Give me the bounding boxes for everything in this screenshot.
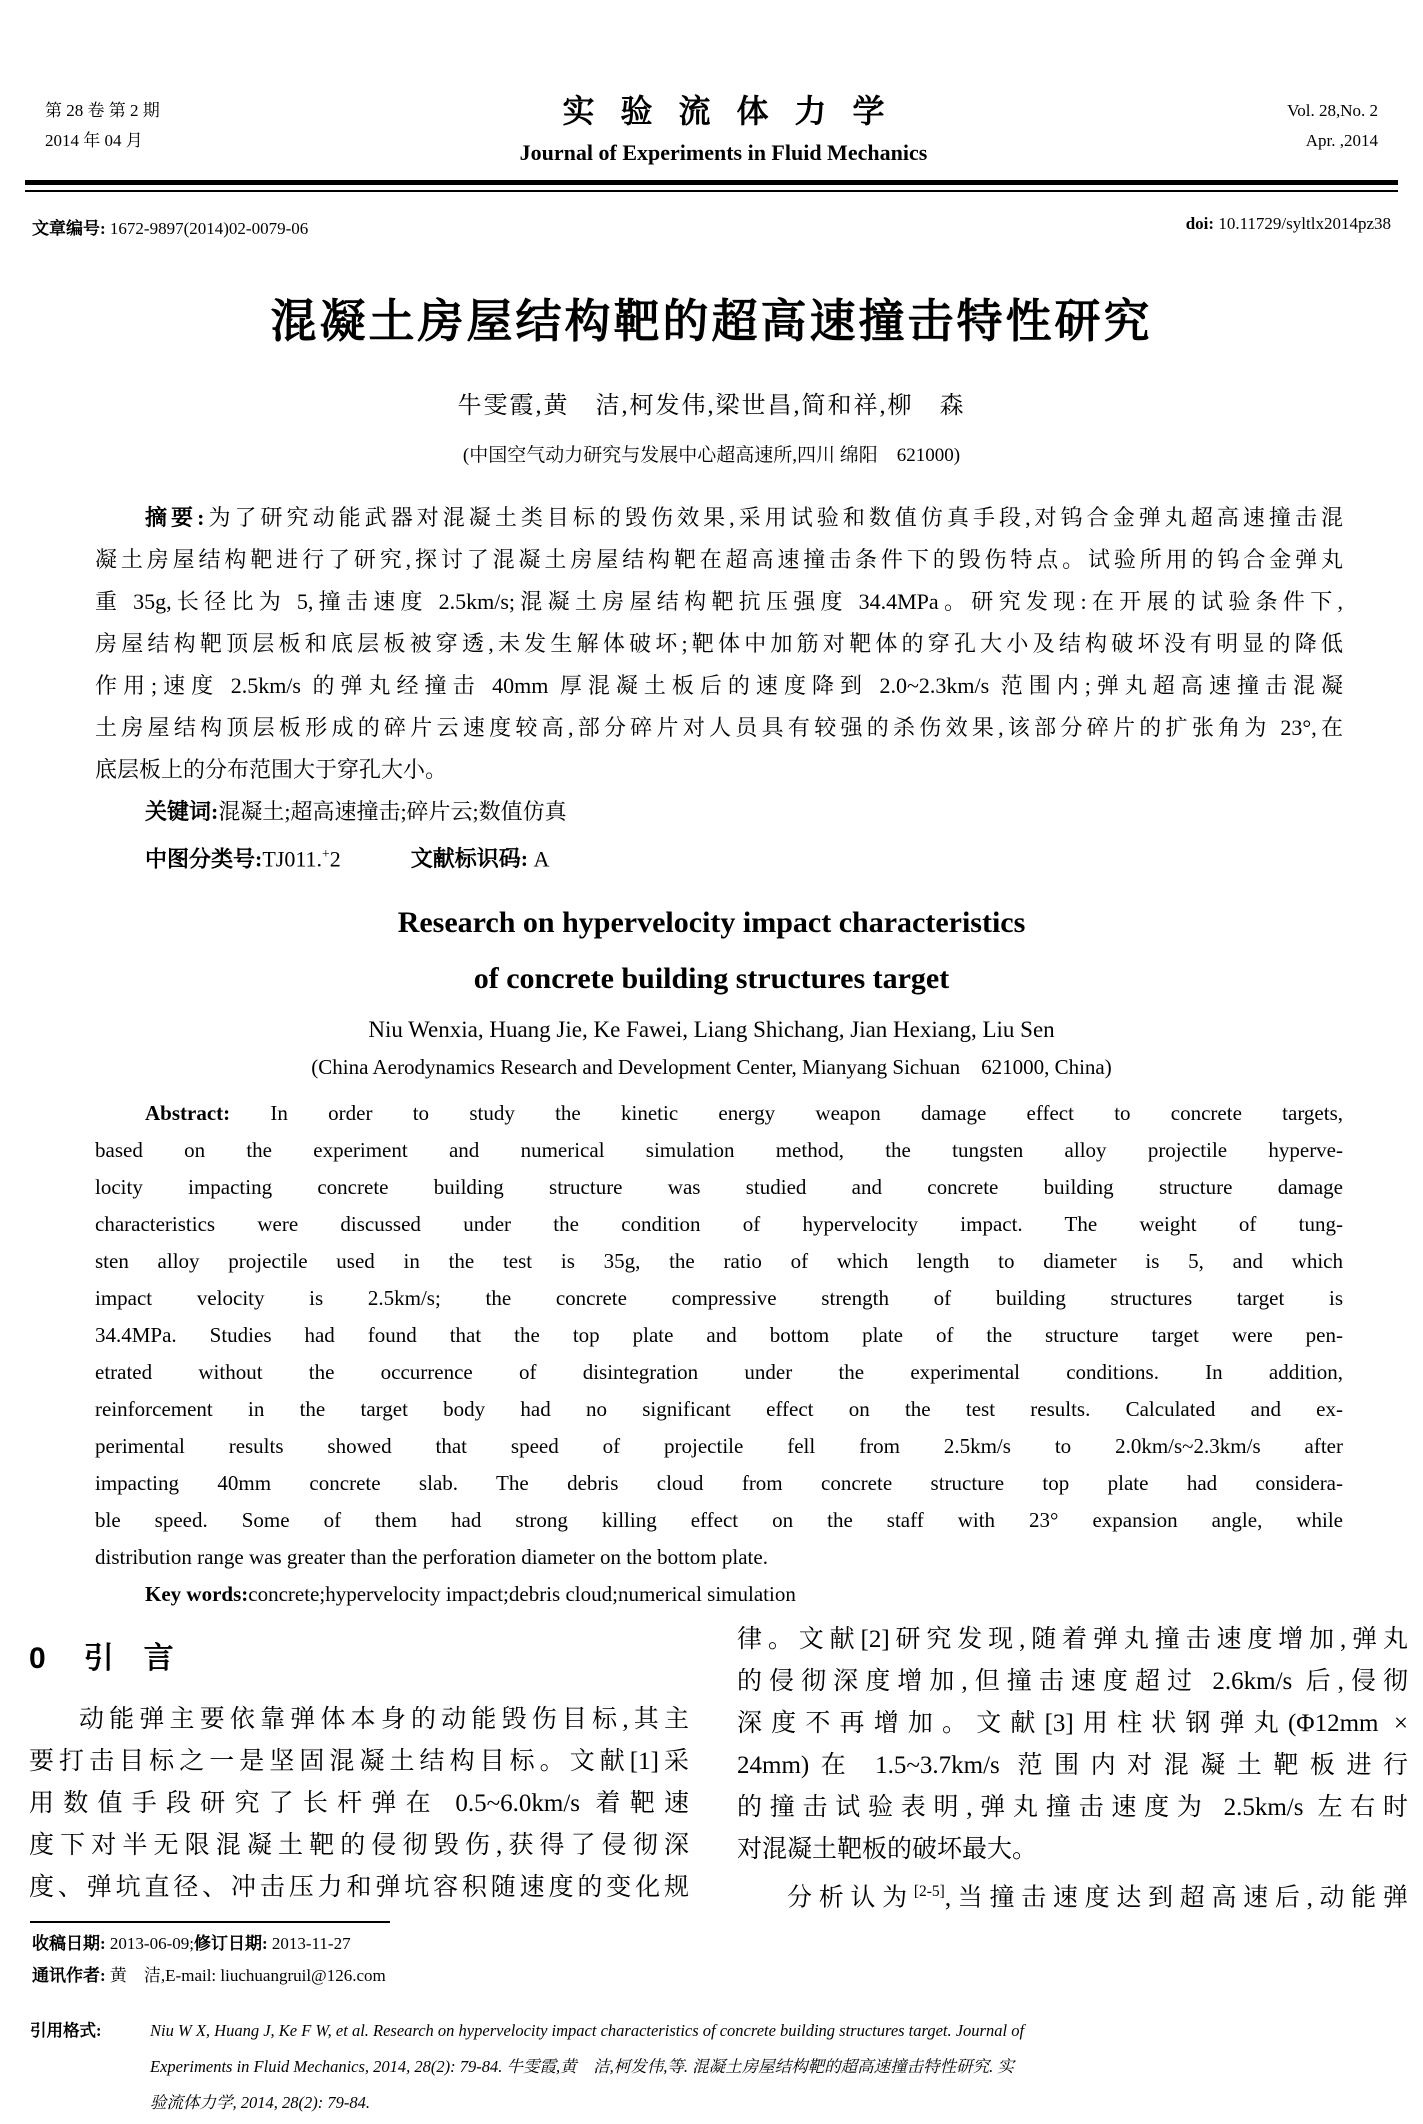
text-line: 土房屋结构顶层板形成的碎片云速度较高,部分碎片对人员具有较强的杀伤效果,该部分碎片的扩张角为 23°,在 — [95, 715, 1343, 740]
text-line: based on the experiment and numerical simulation method, the tungsten alloy projectile hyperve- — [95, 1138, 1343, 1162]
clc-code-prefix: TJ011. — [262, 846, 323, 872]
article-title-en — [0, 895, 1423, 1007]
keywords-en-line — [95, 1576, 1343, 1613]
abstract-cn-first-line — [95, 497, 1343, 539]
affiliation-en: (China Aerodynamics Research and Development Center, Mianyang Sichuan 621000, China) — [311, 1055, 1112, 1079]
article-number-label: 文章编号: — [32, 219, 106, 238]
issue-info — [45, 96, 160, 156]
text-line: 的撞击试验表明,弹丸撞击速度为 2.5km/s 左右时 — [737, 1794, 1408, 1821]
abstract-cn — [95, 497, 1343, 791]
corresponding-value: 黄 洁,E-mail: liuchuangruil@126.com — [109, 1966, 386, 1985]
text-line: 底层板上的分布范围大于穿孔大小。 — [95, 757, 448, 782]
abstract-en-body — [95, 1132, 1343, 1576]
abstract-en-label: Abstract: — [145, 1101, 231, 1125]
volume-date: Apr. ,2014 — [1305, 131, 1378, 150]
abstract-en-first-line — [95, 1095, 1343, 1132]
article-meta-row — [32, 214, 1391, 239]
text-line: reinforcement in the target body had no significant effect on the test results. Calculated and ex- — [95, 1397, 1343, 1421]
text-line: ble speed. Some of them had strong killing effect on the staff with 23° expansion angle, while — [95, 1508, 1343, 1532]
issue-date: 2014 年 04 月 — [45, 131, 143, 150]
abstract-cn-label: 摘要: — [145, 505, 205, 530]
clc-code-suffix: 2 — [329, 846, 341, 872]
text-line: 度、弹坑直径、冲击压力和弹坑容积随速度的变化规 — [29, 1874, 689, 1901]
text-line: 要打击目标之一是坚固混凝土结构目标。文献[1]采 — [29, 1748, 689, 1775]
keywords-cn-text: 混凝土;超高速撞击;碎片云;数值仿真 — [218, 799, 567, 824]
section-0-number: 0 — [29, 1642, 46, 1675]
journal-name-en: Journal of Experiments in Fluid Mechanics — [519, 140, 928, 165]
text-line: perimental results showed that speed of projectile fell from 2.5km/s to 2.0km/s~2.3km/s after — [95, 1434, 1343, 1458]
section-0-title: 引 言 — [83, 1642, 174, 1675]
clc-code-sup: + — [322, 846, 330, 861]
clc-line — [95, 833, 1343, 875]
citation-ref-sup: [2-5] — [913, 1883, 945, 1900]
text-line: 度下对半无限混凝土靶的侵彻毁伤,获得了侵彻深 — [29, 1832, 689, 1859]
header-divider — [25, 180, 1398, 192]
abstract-en-first-text: In order to study the kinetic energy weapon damage effect to concrete targets, — [270, 1101, 1343, 1125]
intro-paragraph-2 — [737, 1871, 1408, 1913]
text-line: locity impacting concrete building structure was studied and concrete building structure damage — [95, 1175, 1343, 1199]
keywords-cn-block — [95, 791, 1343, 875]
authors-en: Niu Wenxia, Huang Jie, Ke Fawei, Liang Shichang, Jian Hexiang, Liu Sen — [368, 1017, 1055, 1042]
text-line: 对混凝土靶板的破坏最大。 — [737, 1836, 1038, 1863]
corresponding-author-line — [32, 1965, 1423, 1987]
citation-label: 引用格式: — [30, 2021, 102, 2040]
article-title-en-line2: of concrete building structures target — [473, 962, 950, 995]
article-number-value: 1672-9897(2014)02-0079-06 — [109, 219, 309, 238]
doc-code-value: A — [533, 846, 550, 872]
text-line: 房屋结构靶顶层板和底层板被穿透,未发生解体破坏;靶体中加筋对靶体的穿孔大小及结构破坏没有明显的降低 — [95, 631, 1343, 656]
keywords-en-block — [95, 1576, 1343, 1613]
abstract-en — [95, 1095, 1343, 1576]
citation-block — [30, 2013, 1393, 2121]
keywords-en-label: Key words: — [145, 1582, 249, 1606]
doc-code-label: 文献标识码: — [410, 846, 529, 872]
right-column — [737, 1619, 1408, 1913]
article-title-cn: 混凝土房屋结构靶的超高速撞击特性研究 — [270, 295, 1153, 347]
affiliation-cn: (中国空气动力研究与发展中心超高速所,四川 绵阳 621000) — [462, 445, 961, 466]
page-header — [45, 86, 1378, 166]
keywords-cn-line — [95, 791, 1343, 833]
intro-para2-text-after: ,当撞击速度达到超高速后,动能弹 — [944, 1884, 1408, 1912]
keywords-en-text: concrete;hypervelocity impact;debris cloud;numerical simulation — [248, 1582, 796, 1606]
received-date-line — [32, 1933, 1423, 1955]
text-line: 深度不再增加。文献[3]用柱状钢弹丸(Φ12mm × — [737, 1710, 1408, 1737]
doi-label: doi: — [1185, 214, 1215, 233]
revised-value: 2013-11-27 — [271, 1934, 351, 1953]
text-line: Experiments in Fluid Mechanics, 2014, 28(2): 79-84. 牛雯霞,黄 洁,柯发伟,等. 混凝土房屋结构靶的超高速撞击特性研究. 实 — [150, 2057, 1014, 2076]
text-line: 24mm)在 1.5~3.7km/s 范围内对混凝土靶板进行 — [737, 1752, 1408, 1779]
text-line: 的侵彻深度增加,但撞击速度超过 2.6km/s 后,侵彻 — [737, 1668, 1408, 1695]
text-line: 重 35g,长径比为 5,撞击速度 2.5km/s;混凝土房屋结构靶抗压强度 34.4MPa。研究发现:在开展的试验条件下, — [95, 589, 1343, 614]
text-line: characteristics were discussed under the condition of hypervelocity impact. The weight of tung- — [95, 1212, 1343, 1236]
text-line: Niu W X, Huang J, Ke F W, et al. Research on hypervelocity impact characteristics of concrete building structures target. Journal of — [150, 2021, 1025, 2040]
journal-name-block — [160, 86, 1287, 166]
text-line: etrated without the occurrence of disintegration under the experimental conditions. In addition, — [95, 1360, 1343, 1384]
corresponding-label: 通讯作者: — [32, 1966, 106, 1985]
issue-volume: 第 28 卷 第 2 期 — [45, 101, 160, 120]
text-line: 作用;速度 2.5km/s 的弹丸经撞击 40mm 厚混凝土板后的速度降到 2.0~2.3km/s 范围内;弹丸超高速撞击混凝 — [95, 673, 1343, 698]
volume-number: Vol. 28,No. 2 — [1287, 101, 1378, 120]
footnote-divider — [30, 1921, 390, 1923]
intro-para2-text: 分析认为 — [787, 1884, 914, 1912]
text-line: 用数值手段研究了长杆弹在 0.5~6.0km/s 着靶速 — [29, 1790, 689, 1817]
text-line: 律。文献[2]研究发现,随着弹丸撞击速度增加,弹丸 — [737, 1626, 1408, 1653]
received-value: 2013-06-09; — [109, 1934, 194, 1953]
revised-label: 修订日期: — [193, 1934, 268, 1953]
volume-info — [1287, 96, 1378, 156]
text-line: 验流体力学, 2014, 28(2): 79-84. — [150, 2093, 370, 2112]
text-line: distribution range was greater than the perforation diameter on the bottom plate. — [95, 1545, 768, 1569]
section-0-heading — [29, 1633, 689, 1677]
journal-name-cn: 实验流体力学 — [562, 93, 911, 129]
article-title-en-line1: Research on hypervelocity impact characteristics — [397, 906, 1026, 939]
article-number — [32, 214, 308, 239]
text-line: impacting 40mm concrete slab. The debris cloud from concrete structure top plate had considera- — [95, 1471, 1343, 1495]
received-label: 收稿日期: — [32, 1934, 106, 1953]
doi-value: 10.11729/syltlx2014pz38 — [1218, 214, 1391, 233]
abstract-cn-body — [95, 539, 1343, 791]
doi — [1186, 214, 1391, 239]
authors-cn: 牛雯霞,黄 洁,柯发伟,梁世昌,简和祥,柳 森 — [457, 393, 966, 419]
text-line: impact velocity is 2.5km/s; the concrete compressive strength of building structures target is — [95, 1286, 1343, 1310]
text-line: 动能弹主要依靠弹体本身的动能毁伤目标,其主 — [79, 1706, 689, 1733]
text-line: 凝土房屋结构靶进行了研究,探讨了混凝土房屋结构靶在超高速撞击条件下的毁伤特点。试验所用的钨合金弹丸 — [95, 547, 1343, 572]
clc-label: 中图分类号: — [145, 846, 263, 872]
left-column — [29, 1619, 689, 1913]
text-line: sten alloy projectile used in the test is 35g, the ratio of which length to diameter is 5, and which — [95, 1249, 1343, 1273]
keywords-cn-label: 关键词: — [145, 799, 219, 824]
body-columns — [29, 1619, 1408, 1913]
abstract-cn-first-text: 为了研究动能武器对混凝土类目标的毁伤效果,采用试验和数值仿真手段,对钨合金弹丸超高速撞击混 — [204, 505, 1343, 530]
intro-paragraph-left — [29, 1699, 689, 1909]
intro-paragraph-right — [737, 1619, 1408, 1871]
citation-lines — [150, 2013, 1393, 2121]
text-line: 34.4MPa. Studies had found that the top plate and bottom plate of the structure target were pen- — [95, 1323, 1343, 1347]
